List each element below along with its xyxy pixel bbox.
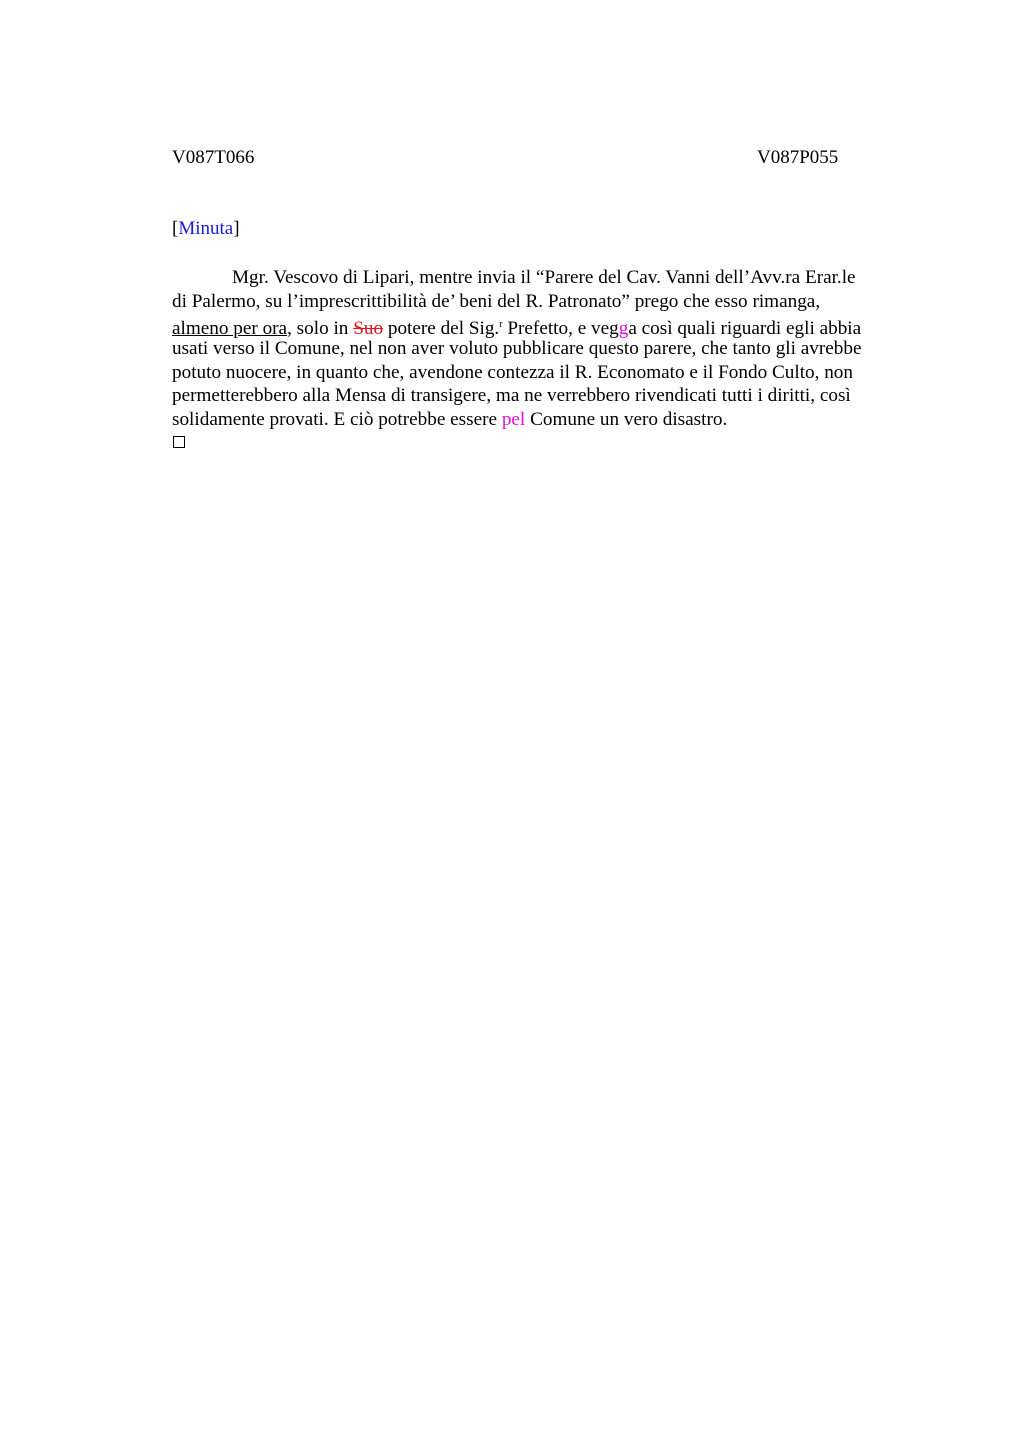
body-line-1-text: Mgr. Vescovo di Lipari, mentre invia il “Parere del Cav. Vanni dell’Avv.ra Erar.le xyxy=(232,267,856,288)
superscript-r: r xyxy=(499,319,503,331)
body-line-5: potuto nuocere, in quanto che, avendone contezza il R. Economato e il Fondo Culto, non xyxy=(172,361,853,383)
body-line-7 xyxy=(172,408,922,432)
document-code-left: V087T066 xyxy=(172,147,255,168)
minuta-heading xyxy=(172,218,240,240)
body-line-3-text-a: , solo in xyxy=(287,318,354,340)
added-word: pel xyxy=(501,409,526,431)
letter-body xyxy=(172,266,922,432)
deleted-word: Suo xyxy=(353,318,384,340)
body-line-3-text-c: Prefetto, e veg xyxy=(502,318,619,340)
body-line-1 xyxy=(172,266,922,290)
empty-square-icon xyxy=(173,436,185,448)
minuta-label: Minuta xyxy=(178,218,234,239)
underlined-phrase: almeno per ora xyxy=(172,318,288,340)
body-line-7-text-a: solidamente provati. E ciò potrebbe essere xyxy=(172,409,502,431)
body-line-6: permetterebbero alla Mensa di transigere, ma ne verrebbero rivendicati tutti i diritti, così xyxy=(172,385,851,407)
body-line-3-text-b: potere del Sig. xyxy=(383,318,500,340)
body-line-4: usati verso il Comune, nel non aver voluto pubblicare questo parere, che tanto gli avrebbe xyxy=(172,338,862,360)
body-line-3-text-d: a così quali riguardi egli abbia xyxy=(628,318,862,340)
minuta-close-bracket: ] xyxy=(233,218,240,239)
minuta-open-bracket: [ xyxy=(172,218,179,239)
document-code-right: V087P055 xyxy=(757,147,839,168)
added-letter: g xyxy=(618,318,629,340)
body-line-3 xyxy=(172,313,922,340)
body-line-7-text-b: Comune un vero disastro. xyxy=(525,409,728,431)
body-line-2: di Palermo, su l’imprescrittibilità de’ beni del R. Patronato” prego che esso rimanga, xyxy=(172,290,821,312)
